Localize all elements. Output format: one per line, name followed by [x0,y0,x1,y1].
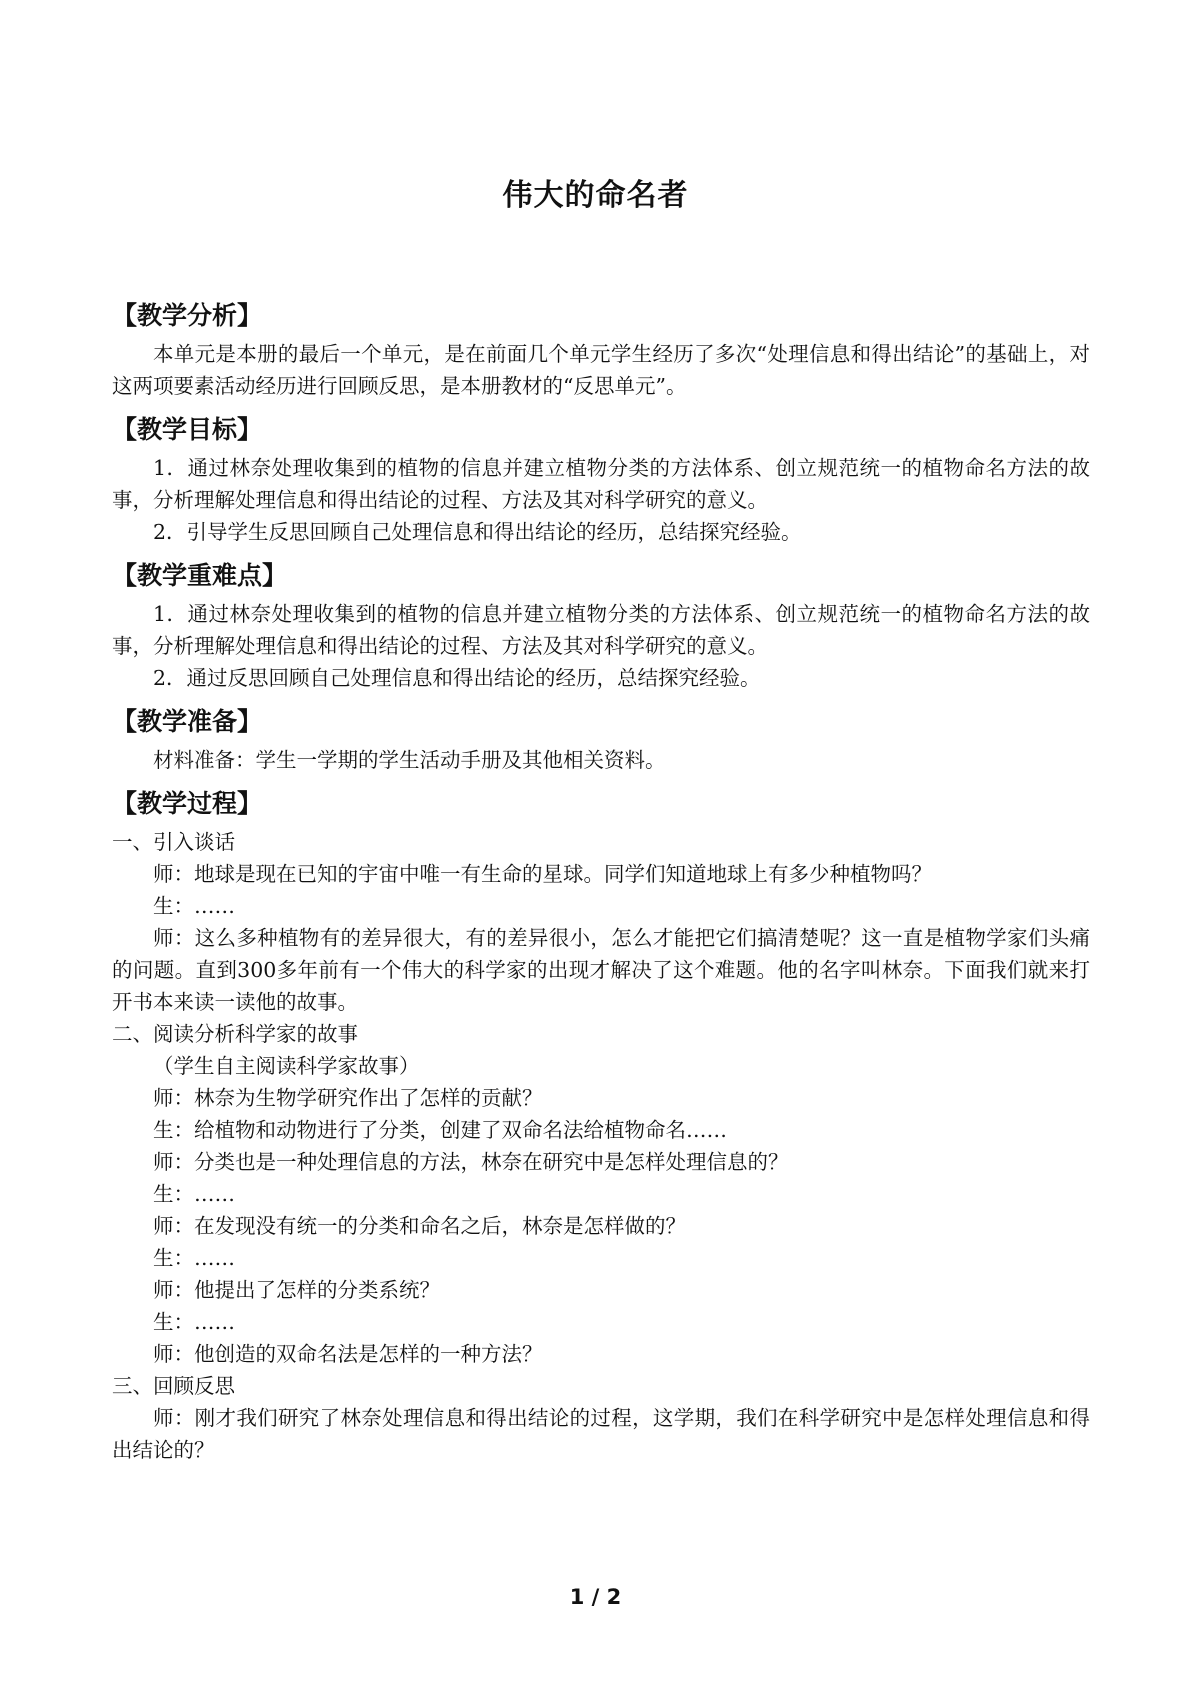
dialog-line: 师：林奈为生物学研究作出了怎样的贡献？ [153,1086,543,1110]
keypoint-item-2: 2．通过反思回顾自己处理信息和得出结论的经历，总结探究经验。 [153,666,761,690]
dialog-line: 师：刚才我们研究了林奈处理信息和得出结论的过程，这学期，我们在科学研究中是怎样处理信息和得出结论的？ [112,1406,1090,1462]
dialog-line: 生：…… [153,1310,235,1334]
dialog-line: 生：…… [153,1182,235,1206]
objective-item-2: 2．引导学生反思回顾自己处理信息和得出结论的经历，总结探究经验。 [153,520,802,544]
dialog-line: 师：在发现没有统一的分类和命名之后，林奈是怎样做的？ [153,1214,686,1238]
heading-analysis: 【教学分析】 [112,301,263,330]
dialog-line: 生：给植物和动物进行了分类，创建了双命名法给植物命名…… [153,1118,727,1142]
analysis-paragraph: 本单元是本册的最后一个单元，是在前面几个单元学生经历了多次“处理信息和得出结论”的基础上，对这两项要素活动经历进行回顾反思，是本册教材的“反思单元”。 [112,342,1090,398]
page-title: 伟大的命名者 [502,178,689,213]
objective-item-1: 1．通过林奈处理收集到的植物的信息并建立植物分类的方法体系、创立规范统一的植物命名方法的故事，分析理解处理信息和得出结论的过程、方法及其对科学研究的意义。 [112,456,1090,512]
dialog-line: 师：这么多种植物有的差异很大，有的差异很小，怎么才能把它们搞清楚呢？这一直是植物学家们头痛的问题。直到300多年前有一个伟大的科学家的出现才解决了这个难题。他的名字叫林奈。下面我们就来打开书本来读一读他的故事。 [112,926,1090,1014]
heading-preparation: 【教学准备】 [112,707,263,736]
preparation-paragraph: 材料准备：学生一学期的学生活动手册及其他相关资料。 [153,748,666,772]
process-part2-title: 二、阅读分析科学家的故事 [112,1022,358,1046]
dialog-line: 师：他创造的双命名法是怎样的一种方法？ [153,1342,543,1366]
heading-process: 【教学过程】 [112,789,263,818]
dialog-line: 师：地球是现在已知的宇宙中唯一有生命的星球。同学们知道地球上有多少种植物吗？ [153,862,932,886]
process-part1-title: 一、引入谈话 [112,830,235,854]
keypoint-item-1: 1．通过林奈处理收集到的植物的信息并建立植物分类的方法体系、创立规范统一的植物命名方法的故事，分析理解处理信息和得出结论的过程、方法及其对科学研究的意义。 [112,602,1090,658]
process-part3-title: 三、回顾反思 [112,1374,235,1398]
heading-keypoints: 【教学重难点】 [112,561,288,590]
document-body [112,296,1090,1466]
page-number: 1 / 2 [569,1585,622,1609]
dialog-line: 师：分类也是一种处理信息的方法，林奈在研究中是怎样处理信息的？ [153,1150,789,1174]
dialog-line: 生：…… [153,1246,235,1270]
dialog-line: （学生自主阅读科学家故事） [153,1054,420,1078]
dialog-line: 生：…… [153,894,235,918]
dialog-line: 师：他提出了怎样的分类系统？ [153,1278,440,1302]
heading-objectives: 【教学目标】 [112,415,263,444]
